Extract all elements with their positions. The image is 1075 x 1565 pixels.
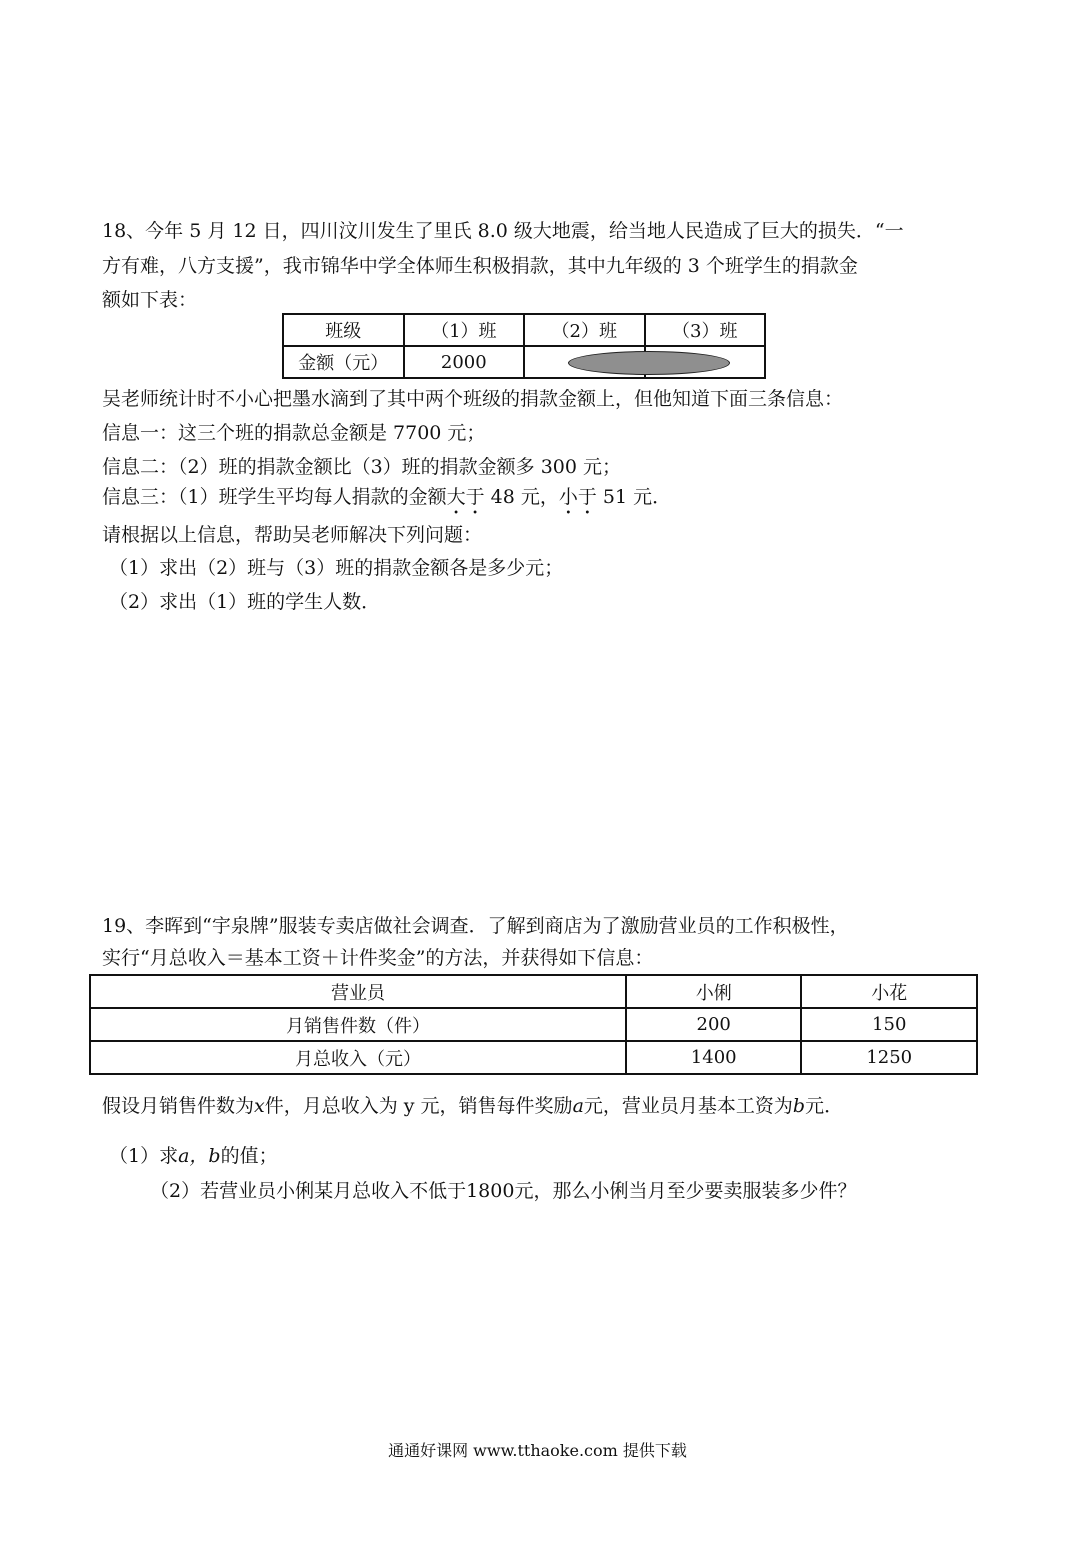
page-footer: 通通好课网 www.tthaoke.com 提供下载: [388, 1441, 687, 1460]
table-row: [90, 975, 977, 1008]
q18-intro-line-3: 额如下表：: [102, 289, 198, 311]
q18-intro-line-1: 18、今年 5 月 12 日，四川汶川发生了里氏 8.0 级大地震，给当地人民造成了巨大的损失．“一: [102, 220, 904, 242]
table-header: 小俐: [626, 975, 802, 1008]
emphasis-text: 大于: [446, 486, 485, 508]
ink-blot: [568, 351, 730, 375]
variable-a: a: [572, 1095, 584, 1117]
table-header: （3）班: [645, 314, 766, 346]
table-cell: 1400: [626, 1041, 802, 1074]
info-3-text: 51 元．: [596, 486, 672, 508]
q19-sub-2: （2）若营业员小俐某月总收入不低于1800元，那么小俐当月至少要卖服装多少件？: [150, 1180, 857, 1202]
q19-sub-1: [109, 1143, 278, 1169]
table-header: 班级: [283, 314, 404, 346]
table-header: 小花: [801, 975, 977, 1008]
table-cell: 金额（元）: [283, 346, 404, 378]
table-row: [90, 1041, 977, 1074]
q18-sub-1: （1）求出（2）班与（3）班的捐款金额各是多少元；: [109, 557, 564, 579]
q18-info-3: [102, 484, 671, 519]
sub-1-text: 的值；: [220, 1145, 278, 1167]
table-cell: 2000: [404, 346, 524, 378]
sub-1-text: （1）求: [109, 1145, 179, 1167]
table-header: （1）班: [404, 314, 524, 346]
variable-x: x: [254, 1095, 265, 1117]
q19-intro-line-1: 19、李晖到“宇泉牌”服装专卖店做社会调查．了解到商店为了激励营业员的工作积极性，: [102, 915, 849, 937]
assumption-text: 假设月销售件数为: [102, 1095, 255, 1117]
variables-a-b: a，b: [178, 1145, 221, 1167]
table-header: （2）班: [524, 314, 644, 346]
q18-after-table: 吴老师统计时不小心把墨水滴到了其中两个班级的捐款金额上，但他知道下面三条信息：: [102, 388, 844, 410]
table-cell: 月总收入（元）: [90, 1041, 626, 1074]
q18-intro-line-2: 方有难，八方支援”，我市锦华中学全体师生积极捐款，其中九年级的 3 个班学生的捐款金: [102, 255, 858, 277]
table-cell: 200: [626, 1008, 802, 1041]
table-row: [90, 1008, 977, 1041]
table-cell: 1250: [801, 1041, 977, 1074]
q19-assumption: [102, 1093, 843, 1119]
table-row: [283, 314, 765, 346]
q18-info-1: 信息一：这三个班的捐款总金额是 7700 元；: [102, 422, 486, 444]
q18-info-2: 信息二：（2）班的捐款金额比（3）班的捐款金额多 300 元；: [102, 456, 622, 478]
q18-sub-2: （2）求出（1）班的学生人数．: [109, 591, 381, 613]
table-header: 营业员: [90, 975, 626, 1008]
table-cell: 月销售件数（件）: [90, 1008, 626, 1041]
assumption-text: 件，月总收入为 y 元，销售每件奖励: [264, 1095, 573, 1117]
emphasis-text: 小于: [558, 486, 597, 508]
info-3-text: 信息三：（1）班学生平均每人捐款的金额: [102, 486, 447, 508]
sales-table: [89, 974, 978, 1075]
table-cell: 150: [801, 1008, 977, 1041]
q18-ask: 请根据以上信息，帮助吴老师解决下列问题：: [102, 524, 483, 546]
variable-b: b: [792, 1095, 806, 1117]
info-3-text: 48 元，: [484, 486, 559, 508]
assumption-text: 元，营业员月基本工资为: [583, 1095, 793, 1117]
q19-intro-line-2: 实行“月总收入＝基本工资＋计件奖金”的方法，并获得如下信息：: [102, 947, 654, 969]
assumption-text: 元．: [805, 1095, 844, 1117]
